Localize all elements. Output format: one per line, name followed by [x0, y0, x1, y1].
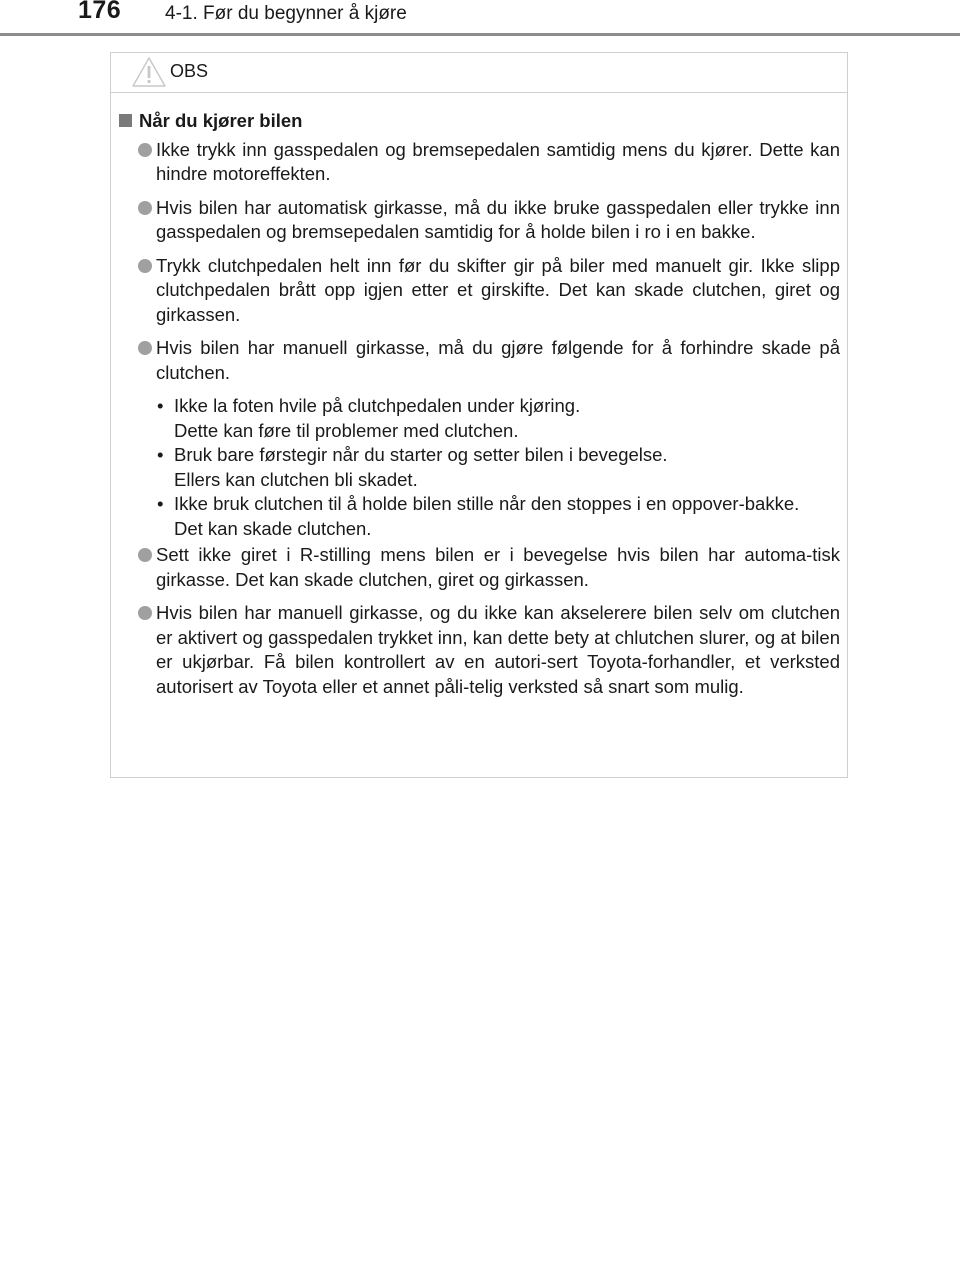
list-item	[118, 601, 840, 699]
bullet-dot-icon: •	[157, 444, 164, 465]
caution-header	[111, 53, 847, 93]
caution-label: OBS	[170, 61, 209, 81]
list-item-text: Trykk clutchpedalen helt inn før du skifter gir på biler med manuelt gir. Ikke slipp clutchpedalen brått opp igjen etter et girskifte. Det kan skade clutchen, giret og girkassen.	[156, 254, 840, 325]
circle-bullet-icon	[138, 548, 152, 562]
circle-bullet-icon	[138, 606, 152, 620]
sub-list-item-note: Ellers kan clutchen bli skadet.	[174, 468, 418, 490]
list-item	[118, 336, 840, 385]
bullet-dot-icon: •	[157, 395, 164, 416]
circle-bullet-icon	[138, 341, 152, 355]
sub-list	[156, 394, 840, 541]
square-bullet-icon	[119, 114, 132, 127]
circle-bullet-icon	[138, 143, 152, 157]
sub-list-item-note: Det kan skade clutchen.	[174, 517, 372, 539]
section-title: 4-1. Før du begynner å kjøre	[165, 3, 407, 24]
page-number: 176	[78, 0, 122, 24]
sub-list-item	[156, 443, 840, 492]
list-item	[118, 543, 840, 592]
list-item-text: Hvis bilen har manuell girkasse, og du ikke kan akselerere bilen selv om clutchen er aktivert og gasspedalen trykket inn, kan dette bety at chlutchen slurer, og at bilen er ukjørbar. Få bilen kontrollert av en autori-sert Toyota-forhandler, et verksted autorisert av Toyota eller et annet påli-telig verksted så snart som mulig.	[156, 602, 840, 697]
list-item	[118, 254, 840, 328]
circle-bullet-icon	[138, 201, 152, 215]
caution-content	[118, 109, 840, 708]
list-item-text: Hvis bilen har automatisk girkasse, må du ikke bruke gasspedalen eller trykke inn gasspedalen og bremsepedalen samtidig for å holde bilen i ro i en bakke.	[156, 196, 840, 242]
sub-list-item	[156, 492, 840, 541]
list-item-text: Hvis bilen har manuell girkasse, må du gjøre følgende for å forhindre skade på clutchen.	[156, 337, 840, 383]
caution-subheading	[118, 109, 840, 134]
list-item-text: Sett ikke giret i R-stilling mens bilen er i bevegelse hvis bilen har automa-tisk girkasse. Det kan skade clutchen, giret og girkassen.	[156, 544, 840, 590]
sub-list-item-text: Ikke bruk clutchen til å holde bilen stille når den stoppes i en oppover-bakke.	[174, 493, 800, 514]
bullet-dot-icon: •	[157, 493, 164, 514]
header-rule	[0, 33, 960, 36]
page-header	[0, 0, 960, 36]
list-item	[118, 138, 840, 187]
sub-list-item	[156, 394, 840, 443]
circle-bullet-icon	[138, 259, 152, 273]
sub-list-item-note: Dette kan føre til problemer med clutchen.	[174, 419, 519, 441]
subheading-text: Når du kjører bilen	[139, 110, 303, 131]
warning-triangle-icon	[131, 56, 167, 88]
sub-list-item-text: Ikke la foten hvile på clutchpedalen under kjøring.	[174, 395, 581, 416]
caution-box	[110, 52, 848, 778]
sub-list-item-text: Bruk bare førstegir når du starter og setter bilen i bevegelse.	[174, 444, 668, 465]
list-item-text: Ikke trykk inn gasspedalen og bremsepedalen samtidig mens du kjører. Dette kan hindre motoreffekten.	[156, 138, 840, 184]
list-item	[118, 196, 840, 245]
